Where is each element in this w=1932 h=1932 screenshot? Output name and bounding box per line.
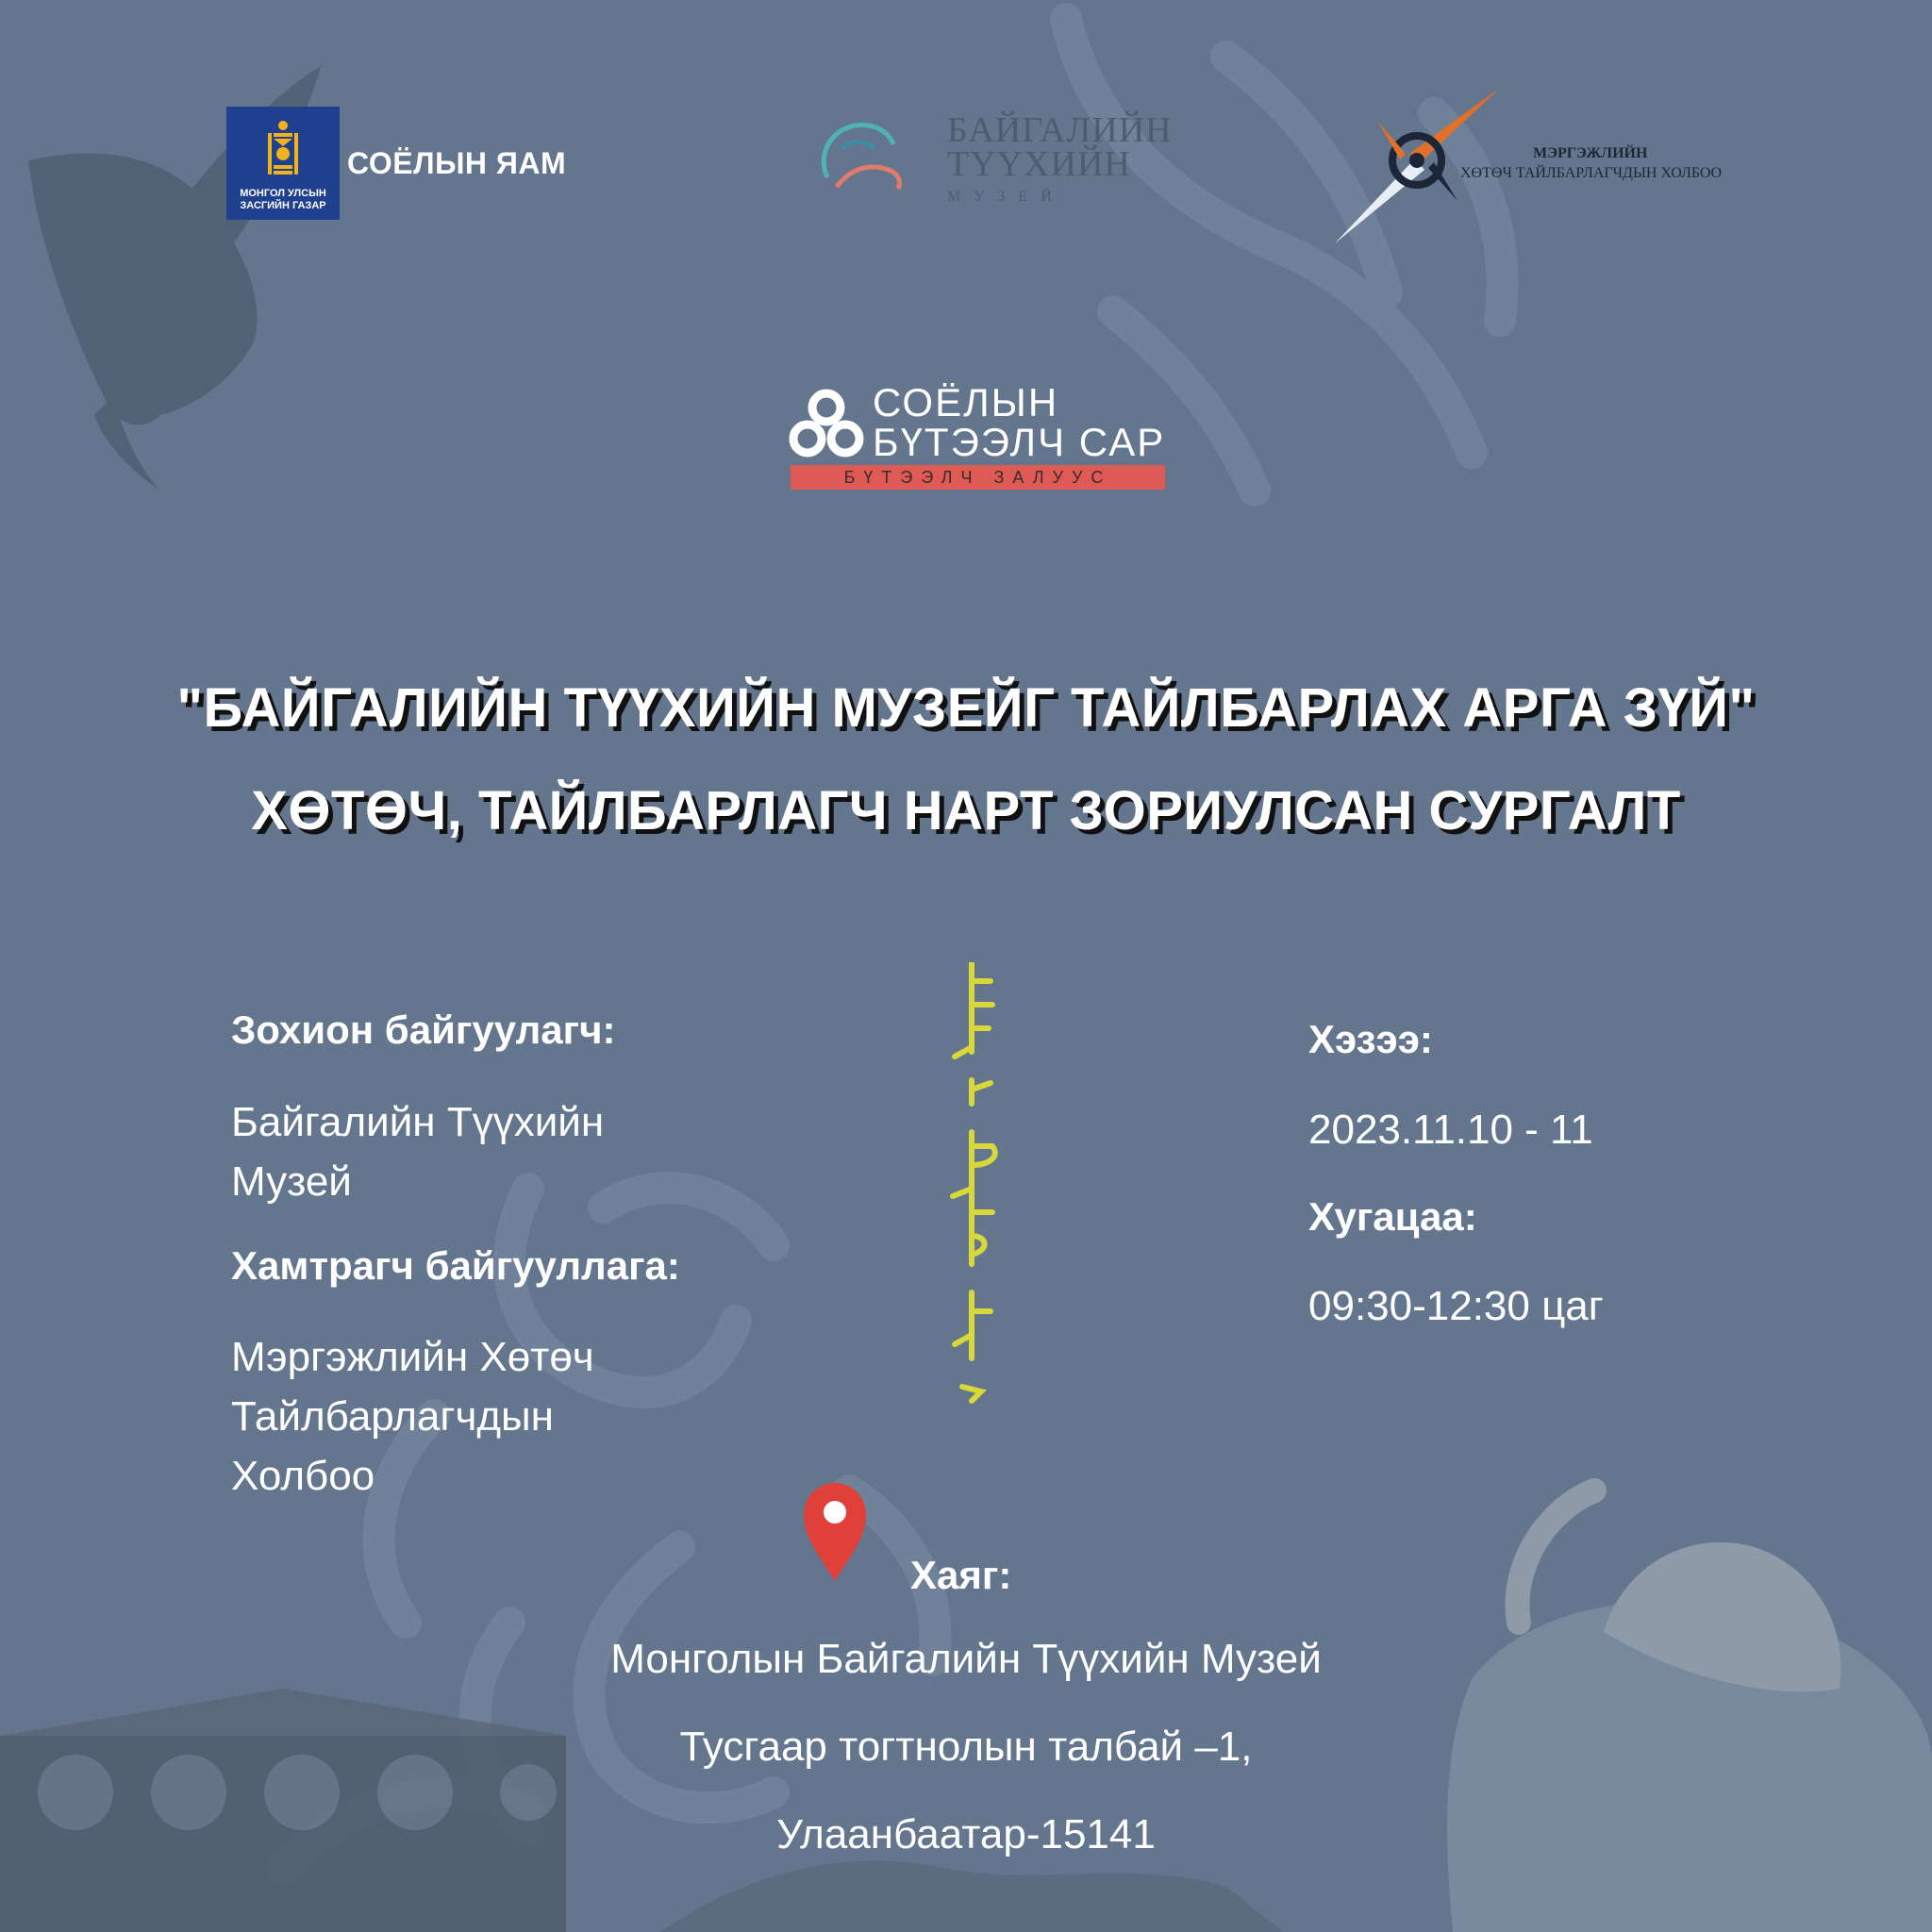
address-line2: Тусгаар тогтнолын талбай –1, <box>679 1724 1253 1770</box>
soyombo-icon <box>268 120 298 178</box>
partner-value: Мэргэжлийн Хөтөч Тайлбарлагчдын Холбоо <box>231 1334 594 1499</box>
date-value: 2023.11.10 - 11 <box>1308 1107 1593 1153</box>
creative-month-line2: БҮТЭЭЛЧ САР <box>873 420 1166 464</box>
museum-logo-icon <box>813 111 908 206</box>
organizer-value: Байгалийн Түүхийн Музей <box>231 1099 605 1205</box>
ministry-name: СОЁЛЫН ЯАМ <box>347 146 567 180</box>
headline-line1: "БАЙГАЛИЙН ТҮҮХИЙН МУЗЕЙГ ТАЙЛБАРЛАХ АРГА ЗҮЙ" <box>176 677 1756 739</box>
mongolian-script-graphic <box>934 962 1009 1406</box>
guides-association-line1: МЭРГЭЖЛИЙН <box>1533 145 1648 161</box>
museum-name-line2: ТҮҮХИЙН <box>947 144 1131 184</box>
duration-label: Хугацаа: <box>1308 1194 1477 1239</box>
creative-month-band: БҮТЭЭЛЧ ЗАЛУУС <box>791 465 1165 490</box>
creative-month-logo-icon <box>789 387 864 462</box>
museum-name <box>947 110 1173 184</box>
headline-line2: ХӨТӨЧ, ТАЙЛБАРЛАГЧ НАРТ ЗОРИУЛСАН СУРГАЛТ <box>251 780 1681 841</box>
duration-value: 09:30-12:30 цаг <box>1308 1283 1604 1329</box>
creative-month-line1: СОЁЛЫН <box>873 380 1059 425</box>
address-line1: Монголын Байгалийн Түүхийн Музей <box>610 1636 1322 1682</box>
date-label: Хэзээ: <box>1308 1017 1433 1061</box>
address-line3: Улаанбаатар-15141 <box>776 1811 1156 1857</box>
address-label: Хаяг: <box>910 1553 1012 1597</box>
museum-name-sub: МУЗЕЙ <box>947 189 1065 205</box>
ministry-emblem <box>226 107 340 220</box>
guides-association-line2: ХӨТӨЧ ТАЙЛБАРЛАГЧДЫН ХОЛБОО <box>1460 165 1723 181</box>
ministry-emblem-text: МОНГОЛ УЛСЫН ЗАСГИЙН ГАЗАР <box>240 188 326 211</box>
partner-label: Хамтрагч байгууллага: <box>231 1243 680 1288</box>
organizer-label: Зохион байгуулагч: <box>231 1008 616 1052</box>
location-pin-icon <box>800 1479 870 1583</box>
museum-name-line1: БАЙГАЛИЙН <box>947 110 1173 150</box>
